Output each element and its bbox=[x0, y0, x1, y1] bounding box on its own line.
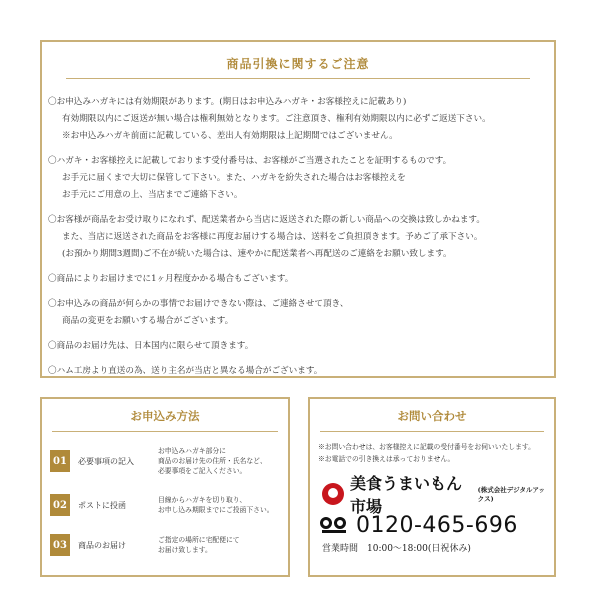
notice-line: (お預かり期間3週間)ご不在が続いた場合は、速やかに配送業者へ再配送のご連絡をお願い致します。 bbox=[62, 249, 452, 259]
step-desc-line: お届け致します。 bbox=[158, 546, 212, 554]
step-desc-line: お申込みハガキ部分に bbox=[158, 447, 226, 455]
notice-line: 〇ハム工房より直送の為、送り主名が当店と異なる場合がございます。 bbox=[48, 366, 323, 376]
contact-box bbox=[308, 397, 556, 577]
notice-line: 有効期限以内にご返送が無い場合は権利無効となります。ご注意頂き、権利有効期限以内に必ずご返送下さい。 bbox=[62, 114, 491, 124]
notice-paragraph bbox=[48, 271, 546, 288]
contact-title: お問い合わせ bbox=[397, 409, 467, 423]
title-divider bbox=[52, 431, 278, 432]
notice-line: 〇ハガキ・お客様控えに記載しております受付番号は、お客様がご当選されたことを証明するものです。 bbox=[48, 156, 452, 166]
step-desc-line: 商品のお届け先の住所・氏名など、 bbox=[158, 457, 267, 465]
free-dial-icon bbox=[320, 517, 348, 533]
step-number-badge: 01 bbox=[50, 450, 70, 472]
contact-notes bbox=[318, 441, 548, 465]
brand-name: 美食うまいもん市場 bbox=[350, 474, 463, 516]
notice-paragraph bbox=[48, 363, 546, 380]
step-description bbox=[158, 495, 274, 515]
notice-paragraph bbox=[48, 212, 546, 263]
notice-line: 〇お客様が商品をお受け取りになれず、配送業者から当店に返送された際の新しい商品への交換は致しかねます。 bbox=[48, 215, 485, 225]
notice-paragraph bbox=[48, 94, 546, 145]
notice-line: お手元にご用意の上、当店までご連絡下さい。 bbox=[62, 190, 243, 200]
notice-paragraph bbox=[48, 338, 546, 355]
notice-line: 〇商品のお届け先は、日本国内に限らせて頂きます。 bbox=[48, 341, 254, 351]
notice-body bbox=[48, 94, 546, 388]
notice-line: 〇お申込みの商品が何らかの事情でお届けできない際は、ご連絡させて頂き、 bbox=[48, 299, 349, 309]
step-item bbox=[50, 487, 282, 523]
title-divider bbox=[66, 78, 530, 79]
title-divider bbox=[320, 431, 544, 432]
brand-logo bbox=[322, 474, 548, 516]
notice-line: 〇商品によりお届けまでに1ヶ月程度かかる場合もございます。 bbox=[48, 274, 294, 284]
contact-note: ※お電話での引き換えは承っておりません。 bbox=[318, 455, 455, 463]
notice-title: 商品引換に関するご注意 bbox=[226, 57, 370, 71]
notice-paragraph bbox=[48, 296, 546, 330]
step-desc-line: ご指定の場所に宅配便にて bbox=[158, 536, 240, 544]
step-item bbox=[50, 527, 282, 563]
howto-title: お申込み方法 bbox=[130, 409, 200, 423]
step-item bbox=[50, 443, 282, 479]
step-label: 必要事項の記入 bbox=[78, 456, 134, 466]
brand-company: (株式会社デジタルアックス) bbox=[477, 486, 545, 503]
step-desc-line: 必要事項をご記入ください。 bbox=[158, 467, 247, 475]
contact-note: ※お問い合わせは、お客様控えに記載の受付番号をお伺いいたします。 bbox=[318, 443, 535, 451]
step-desc-line: お申し込み期限までにご投函下さい。 bbox=[158, 506, 274, 514]
business-hours: 営業時間 10:00～18:00(日祝休み) bbox=[322, 544, 471, 554]
phone-block bbox=[320, 513, 518, 537]
step-description bbox=[158, 535, 240, 555]
step-number-badge: 02 bbox=[50, 494, 70, 516]
step-description bbox=[158, 446, 267, 476]
brand-emblem-icon bbox=[322, 483, 344, 505]
notice-line: 商品の変更をお願いする場合がございます。 bbox=[62, 316, 234, 326]
notice-box bbox=[40, 40, 556, 378]
notice-line: 〇お申込みハガキには有効期限があります。(期日はお申込みハガキ・お客様控えに記載あり) bbox=[48, 97, 407, 107]
notice-line: ※お申込みハガキ前面に記載している、差出人有効期限は上記期間ではございません。 bbox=[62, 131, 398, 141]
step-number-badge: 03 bbox=[50, 534, 70, 556]
notice-line: また、当店に返送された商品をお客様に再度お届けする場合は、送料をご負担頂きます。予めご了承下さい。 bbox=[62, 232, 483, 242]
howto-box bbox=[40, 397, 290, 577]
step-label: 商品のお届け bbox=[78, 540, 126, 550]
step-desc-line: 目線からハガキを切り取り、 bbox=[158, 496, 247, 504]
step-label: ポストに投函 bbox=[78, 500, 126, 510]
phone-number[interactable]: 0120-465-696 bbox=[356, 512, 518, 538]
notice-line: お手元に届くまで大切に保管して下さい。また、ハガキを紛失された場合はお客様控えを bbox=[62, 173, 406, 183]
notice-paragraph bbox=[48, 153, 546, 204]
